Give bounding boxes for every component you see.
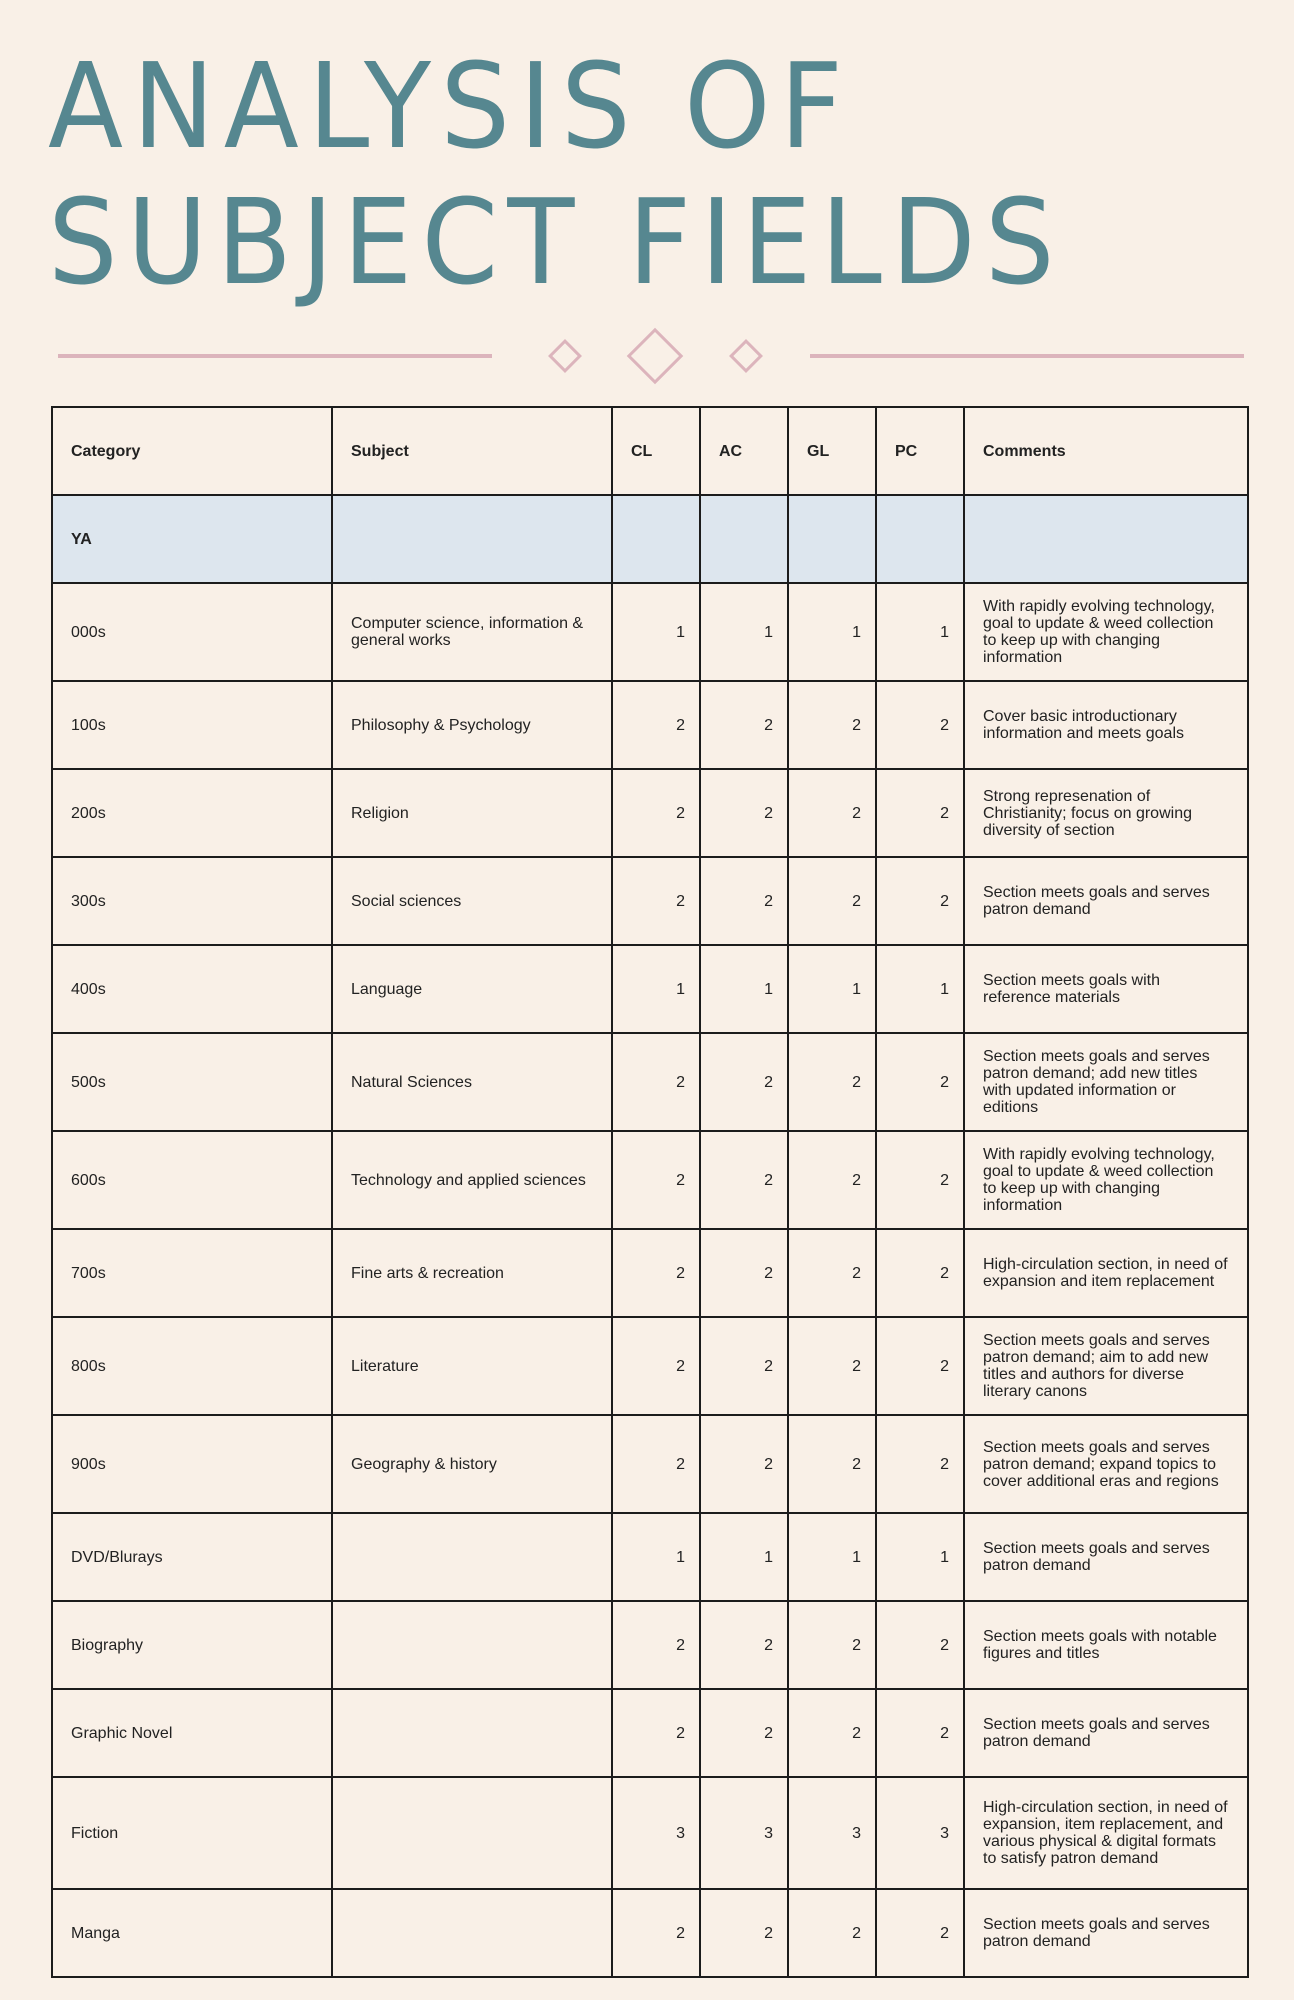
cell-cl: 2 <box>612 1415 700 1513</box>
cell-ac: 2 <box>700 857 788 945</box>
cell-comment: With rapidly evolving technology, goal to update & weed collection to keep up with changing information <box>964 1131 1248 1229</box>
header-ac: AC <box>700 407 788 495</box>
cell-cl: 2 <box>612 1889 700 1977</box>
cell-category: 000s <box>52 583 332 681</box>
cell-comment: Strong represenation of Christianity; focus on growing diversity of section <box>964 769 1248 857</box>
cell-subject <box>332 1689 612 1777</box>
cell-ac: 2 <box>700 1033 788 1131</box>
cell-category: Graphic Novel <box>52 1689 332 1777</box>
cell-cl: 2 <box>612 1689 700 1777</box>
cell-gl: 2 <box>788 1229 876 1317</box>
cell-pc: 2 <box>876 1229 964 1317</box>
cell-ac: 2 <box>700 681 788 769</box>
cell-pc: 2 <box>876 1601 964 1689</box>
ornamental-divider <box>0 330 1294 380</box>
cell-category: Manga <box>52 1889 332 1977</box>
section-label: YA <box>52 495 332 583</box>
table-row <box>52 1689 1248 1777</box>
table-row <box>52 1889 1248 1977</box>
table-row <box>52 1317 1248 1415</box>
table-row <box>52 1601 1248 1689</box>
cell-comment: Section meets goals and serves patron demand; add new titles with updated information or editions <box>964 1033 1248 1131</box>
cell-gl: 2 <box>788 1131 876 1229</box>
cell-ac: 3 <box>700 1777 788 1889</box>
cell-ac: 2 <box>700 1229 788 1317</box>
header-comments: Comments <box>964 407 1248 495</box>
cell-gl: 2 <box>788 769 876 857</box>
header-pc: PC <box>876 407 964 495</box>
cell-comment: Section meets goals and serves patron demand; aim to add new titles and authors for diverse literary canons <box>964 1317 1248 1415</box>
cell-cl: 2 <box>612 1317 700 1415</box>
cell-cl: 2 <box>612 1229 700 1317</box>
cell-category: 300s <box>52 857 332 945</box>
cell-subject: Computer science, information & general works <box>332 583 612 681</box>
cell-cl: 1 <box>612 583 700 681</box>
cell-cl: 3 <box>612 1777 700 1889</box>
cell-category: 900s <box>52 1415 332 1513</box>
cell-comment: High-circulation section, in need of expansion and item replacement <box>964 1229 1248 1317</box>
table-header-row <box>52 407 1248 495</box>
large-diamond-icon <box>627 328 684 385</box>
cell-pc: 1 <box>876 583 964 681</box>
cell-comment: Section meets goals and serves patron demand <box>964 1513 1248 1601</box>
table-row <box>52 1229 1248 1317</box>
cell-cl: 2 <box>612 1131 700 1229</box>
cell-comment: Section meets goals and serves patron demand <box>964 1889 1248 1977</box>
cell-ac: 1 <box>700 945 788 1033</box>
cell-cl: 2 <box>612 681 700 769</box>
cell-pc: 2 <box>876 1033 964 1131</box>
cell-category: DVD/Blurays <box>52 1513 332 1601</box>
cell-subject: Religion <box>332 769 612 857</box>
cell-category: Fiction <box>52 1777 332 1889</box>
cell-subject <box>332 1513 612 1601</box>
cell-gl: 2 <box>788 1689 876 1777</box>
cell-subject: Geography & history <box>332 1415 612 1513</box>
cell-subject: Natural Sciences <box>332 1033 612 1131</box>
table-row <box>52 945 1248 1033</box>
cell-cl: 1 <box>612 945 700 1033</box>
cell-ac: 2 <box>700 1889 788 1977</box>
header-gl: GL <box>788 407 876 495</box>
cell-subject <box>332 1777 612 1889</box>
cell-ac: 2 <box>700 1131 788 1229</box>
cell-gl: 1 <box>788 945 876 1033</box>
cell-pc: 2 <box>876 681 964 769</box>
cell-cl: 1 <box>612 1513 700 1601</box>
cell-subject: Language <box>332 945 612 1033</box>
cell-pc: 3 <box>876 1777 964 1889</box>
cell-pc: 2 <box>876 1415 964 1513</box>
cell-gl: 2 <box>788 1415 876 1513</box>
cell-pc: 2 <box>876 857 964 945</box>
cell-subject: Social sciences <box>332 857 612 945</box>
cell-gl: 3 <box>788 1777 876 1889</box>
cell-comment: Section meets goals and serves patron demand <box>964 1689 1248 1777</box>
cell-category: 800s <box>52 1317 332 1415</box>
table-row <box>52 769 1248 857</box>
table-row <box>52 1415 1248 1513</box>
table-row <box>52 583 1248 681</box>
cell-category: 400s <box>52 945 332 1033</box>
cell-gl: 2 <box>788 1317 876 1415</box>
divider-line-right <box>810 354 1244 358</box>
page-title <box>48 38 1064 310</box>
cell-subject <box>332 1601 612 1689</box>
cell-subject: Technology and applied sciences <box>332 1131 612 1229</box>
cell-category: 500s <box>52 1033 332 1131</box>
cell-comment: Section meets goals with notable figures and titles <box>964 1601 1248 1689</box>
cell-subject: Fine arts & recreation <box>332 1229 612 1317</box>
cell-gl: 2 <box>788 1601 876 1689</box>
cell-pc: 2 <box>876 769 964 857</box>
cell-pc: 2 <box>876 1689 964 1777</box>
divider-line-left <box>58 354 492 358</box>
cell-gl: 1 <box>788 583 876 681</box>
cell-gl: 2 <box>788 1033 876 1131</box>
cell-gl: 2 <box>788 681 876 769</box>
cell-gl: 2 <box>788 1889 876 1977</box>
cell-pc: 2 <box>876 1889 964 1977</box>
cell-comment: Section meets goals and serves patron demand; expand topics to cover additional eras and regions <box>964 1415 1248 1513</box>
cell-pc: 1 <box>876 1513 964 1601</box>
cell-gl: 2 <box>788 857 876 945</box>
cell-pc: 2 <box>876 1131 964 1229</box>
small-diamond-icon <box>729 339 763 373</box>
cell-subject: Literature <box>332 1317 612 1415</box>
cell-subject: Philosophy & Psychology <box>332 681 612 769</box>
cell-category: Biography <box>52 1601 332 1689</box>
table-row <box>52 1131 1248 1229</box>
cell-cl: 2 <box>612 769 700 857</box>
cell-ac: 2 <box>700 769 788 857</box>
cell-category: 600s <box>52 1131 332 1229</box>
cell-pc: 1 <box>876 945 964 1033</box>
cell-cl: 2 <box>612 1033 700 1131</box>
table-row <box>52 1033 1248 1131</box>
cell-pc: 2 <box>876 1317 964 1415</box>
table-row <box>52 1777 1248 1889</box>
cell-category: 200s <box>52 769 332 857</box>
cell-comment: With rapidly evolving technology, goal to update & weed collection to keep up with changing information <box>964 583 1248 681</box>
cell-ac: 2 <box>700 1689 788 1777</box>
cell-comment: Section meets goals with reference materials <box>964 945 1248 1033</box>
table-row <box>52 681 1248 769</box>
table-row <box>52 857 1248 945</box>
cell-ac: 2 <box>700 1415 788 1513</box>
cell-ac: 2 <box>700 1601 788 1689</box>
cell-cl: 2 <box>612 857 700 945</box>
header-subject: Subject <box>332 407 612 495</box>
title-line-2: SUBJECT FIELDS <box>48 173 1064 311</box>
subject-analysis-table <box>51 406 1249 1978</box>
title-line-1: ANALYSIS OF <box>48 37 853 175</box>
section-row-ya <box>52 495 1248 583</box>
cell-comment: Section meets goals and serves patron demand <box>964 857 1248 945</box>
cell-ac: 1 <box>700 1513 788 1601</box>
cell-gl: 1 <box>788 1513 876 1601</box>
cell-comment: Cover basic introductionary information and meets goals <box>964 681 1248 769</box>
cell-comment: High-circulation section, in need of expansion, item replacement, and various physical & digital formats to satisfy patron demand <box>964 1777 1248 1889</box>
cell-category: 700s <box>52 1229 332 1317</box>
header-cl: CL <box>612 407 700 495</box>
cell-ac: 2 <box>700 1317 788 1415</box>
cell-cl: 2 <box>612 1601 700 1689</box>
table-row <box>52 1513 1248 1601</box>
header-category: Category <box>52 407 332 495</box>
cell-ac: 1 <box>700 583 788 681</box>
cell-subject <box>332 1889 612 1977</box>
cell-category: 100s <box>52 681 332 769</box>
small-diamond-icon <box>548 339 582 373</box>
